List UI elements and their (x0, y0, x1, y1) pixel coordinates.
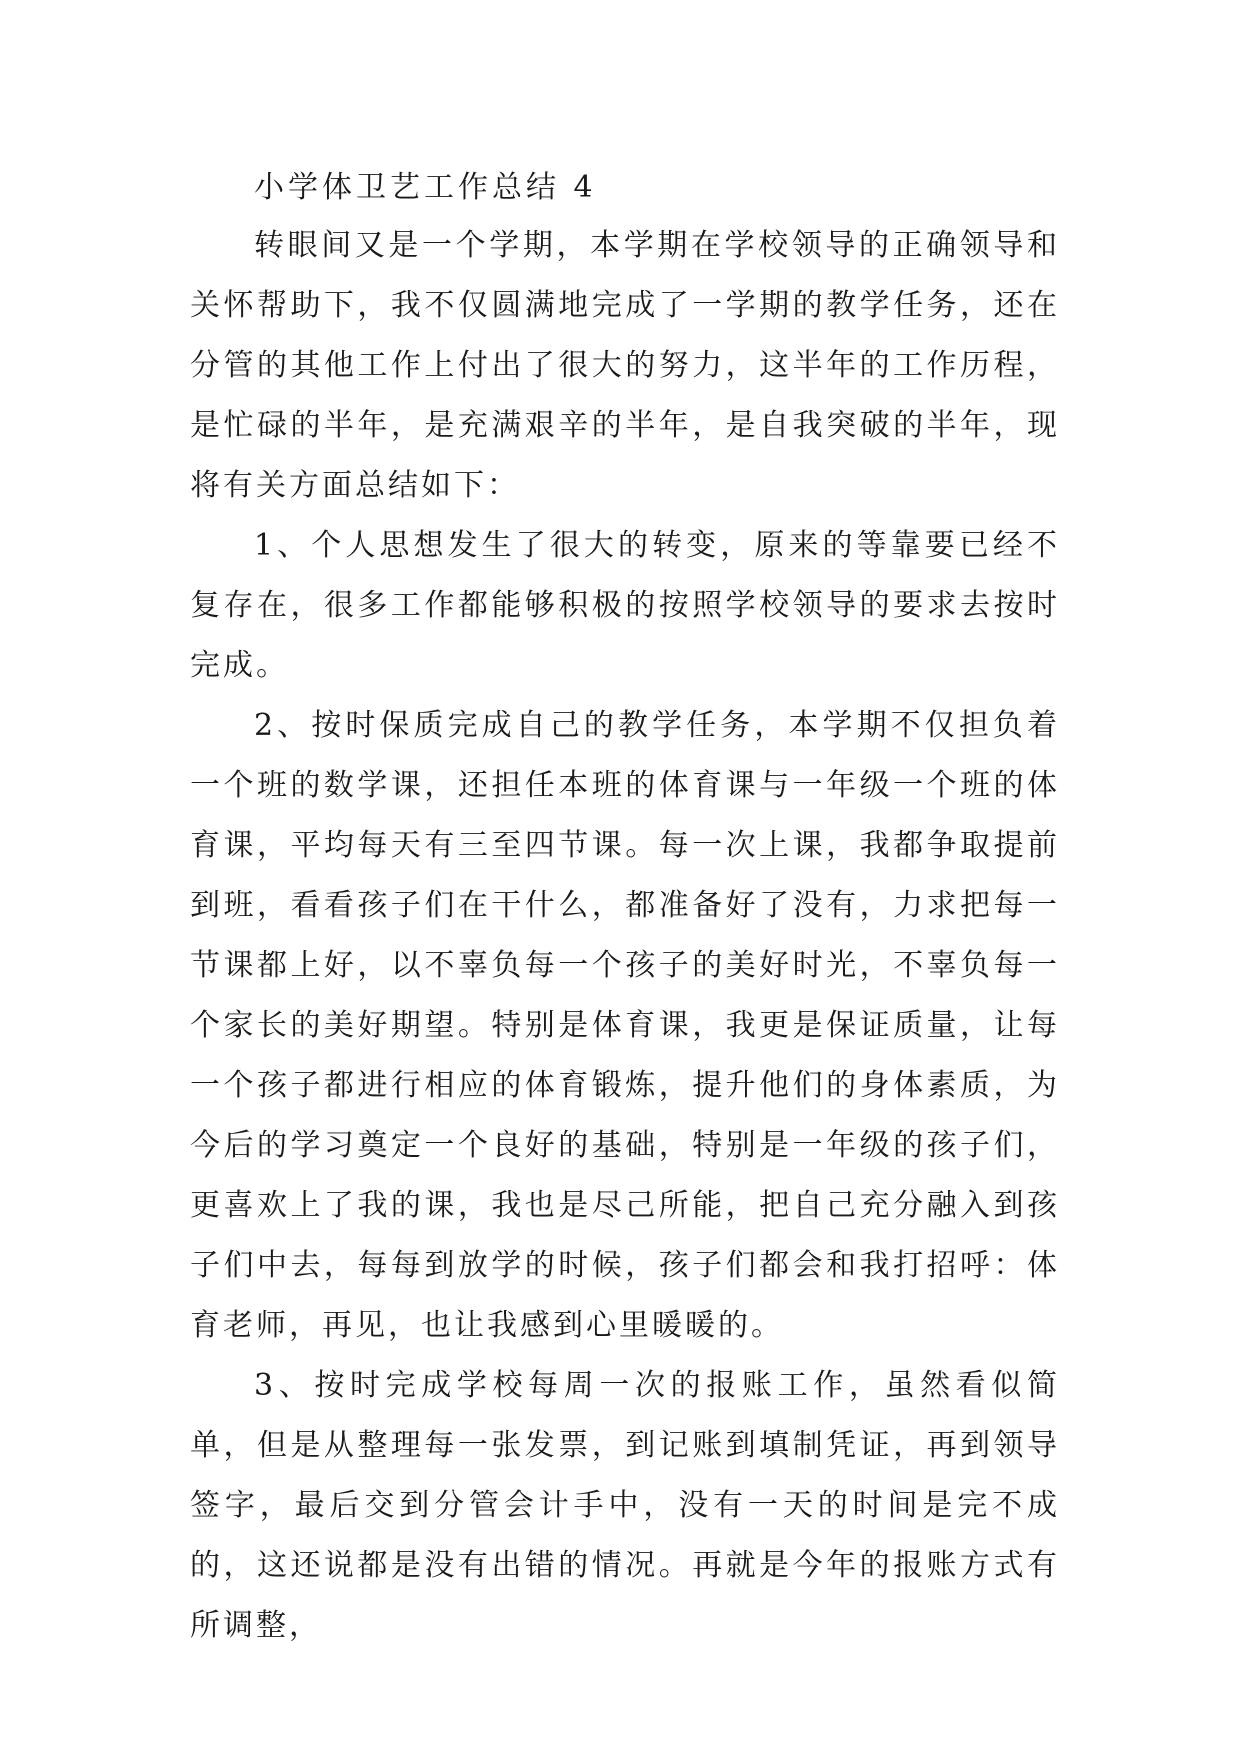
paragraph-intro: 转眼间又是一个学期，本学期在学校领导的正确领导和关怀帮助下，我不仅圆满地完成了一学期的教学任务，还在分管的其他工作上付出了很大的努力，这半年的工作历程，是忙碌的半年，是充满艰辛的半年，是自我突破的半年，现将有关方面总结如下： (190, 228, 1060, 503)
document-body (190, 158, 1060, 1656)
document-title: 小学体卫艺工作总结 4 (254, 170, 597, 205)
paragraph-item-3: 3、按时完成学校每周一次的报账工作，虽然看似简单，但是从整理每一张发票，到记账到填制凭证，再到领导签字，最后交到分管会计手中，没有一天的时间是完不成的，这还说都是没有出错的情况。再就是今年的报账方式有所调整， (190, 1368, 1060, 1643)
paragraph-item-1: 1、个人思想发生了很大的转变，原来的等靠要已经不复存在，很多工作都能够积极的按照学校领导的要求去按时完成。 (190, 528, 1060, 683)
paragraph-item-2: 2、按时保质完成自己的教学任务，本学期不仅担负着一个班的数学课，还担任本班的体育课与一年级一个班的体育课，平均每天有三至四节课。每一次上课，我都争取提前到班，看看孩子们在干什么，都准备好了没有，力求把每一节课都上好，以不辜负每一个孩子的美好时光，不辜负每一个家长的美好期望。特别是体育课，我更是保证质量，让每一个孩子都进行相应的体育锻炼，提升他们的身体素质，为今后的学习奠定一个良好的基础，特别是一年级的孩子们，更喜欢上了我的课，我也是尽己所能，把自己充分融入到孩子们中去，每每到放学的时候，孩子们都会和我打招呼：体育老师，再见，也让我感到心里暖暖的。 (190, 708, 1060, 1343)
